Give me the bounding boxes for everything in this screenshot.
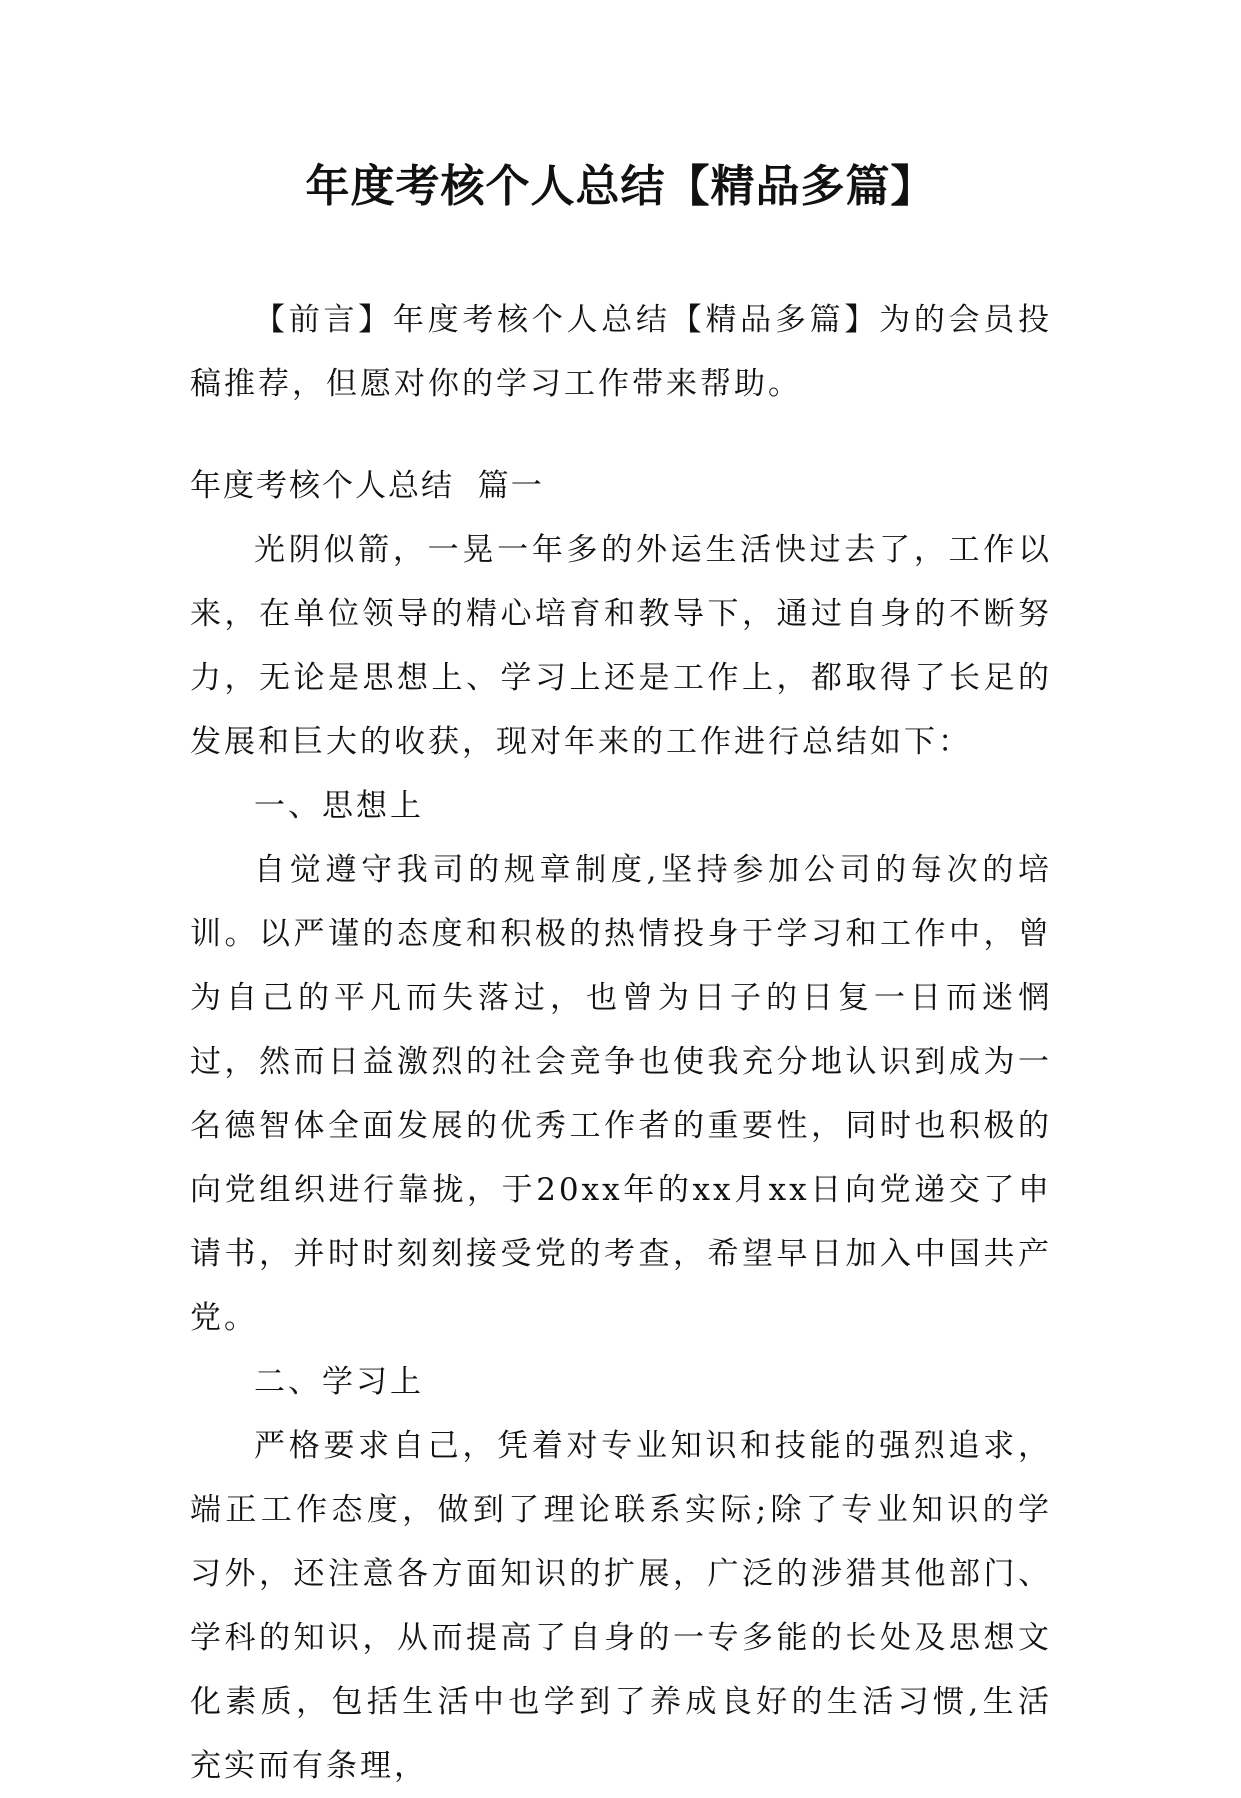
paragraph-1: 光阴似箭，一晃一年多的外运生活快过去了，工作以来，在单位领导的精心培育和教导下，通过自身的不断努力，无论是思想上、学习上还是工作上，都取得了长足的发展和巨大的收获，现对年来的工作进行总结如下：	[190, 532, 1052, 760]
document-title: 年度考核个人总结【精品多篇】	[305, 161, 936, 212]
intro-paragraph: 【前言】年度考核个人总结【精品多篇】为的会员投稿推荐，但愿对你的学习工作带来帮助。	[190, 302, 1052, 402]
document-body	[190, 288, 1052, 1798]
paragraph-3: 严格要求自己，凭着对专业知识和技能的强烈追求，端正工作态度，做到了理论联系实际;除了专业知识的学习外，还注意各方面知识的扩展，广泛的涉猎其他部门、学科的知识，从而提高了自身的一专多能的长处及思想文化素质，包括生活中也学到了养成良好的生活习惯,生活充实而有条理，	[190, 1428, 1052, 1784]
subheading-thought: 一、思想上	[254, 788, 424, 824]
paragraph-2: 自觉遵守我司的规章制度,坚持参加公司的每次的培训。以严谨的态度和积极的热情投身于学习和工作中，曾为自己的平凡而失落过，也曾为日子的日复一日而迷惘过，然而日益激烈的社会竞争也使我充分地认识到成为一名德智体全面发展的优秀工作者的重要性，同时也积极的向党组织进行靠拢，于20xx年的xx月xx日向党递交了申请书，并时时刻刻接受党的考查，希望早日加入中国共产党。	[190, 852, 1052, 1336]
section-heading: 年度考核个人总结 篇一	[190, 468, 544, 504]
subheading-study: 二、学习上	[254, 1364, 424, 1400]
